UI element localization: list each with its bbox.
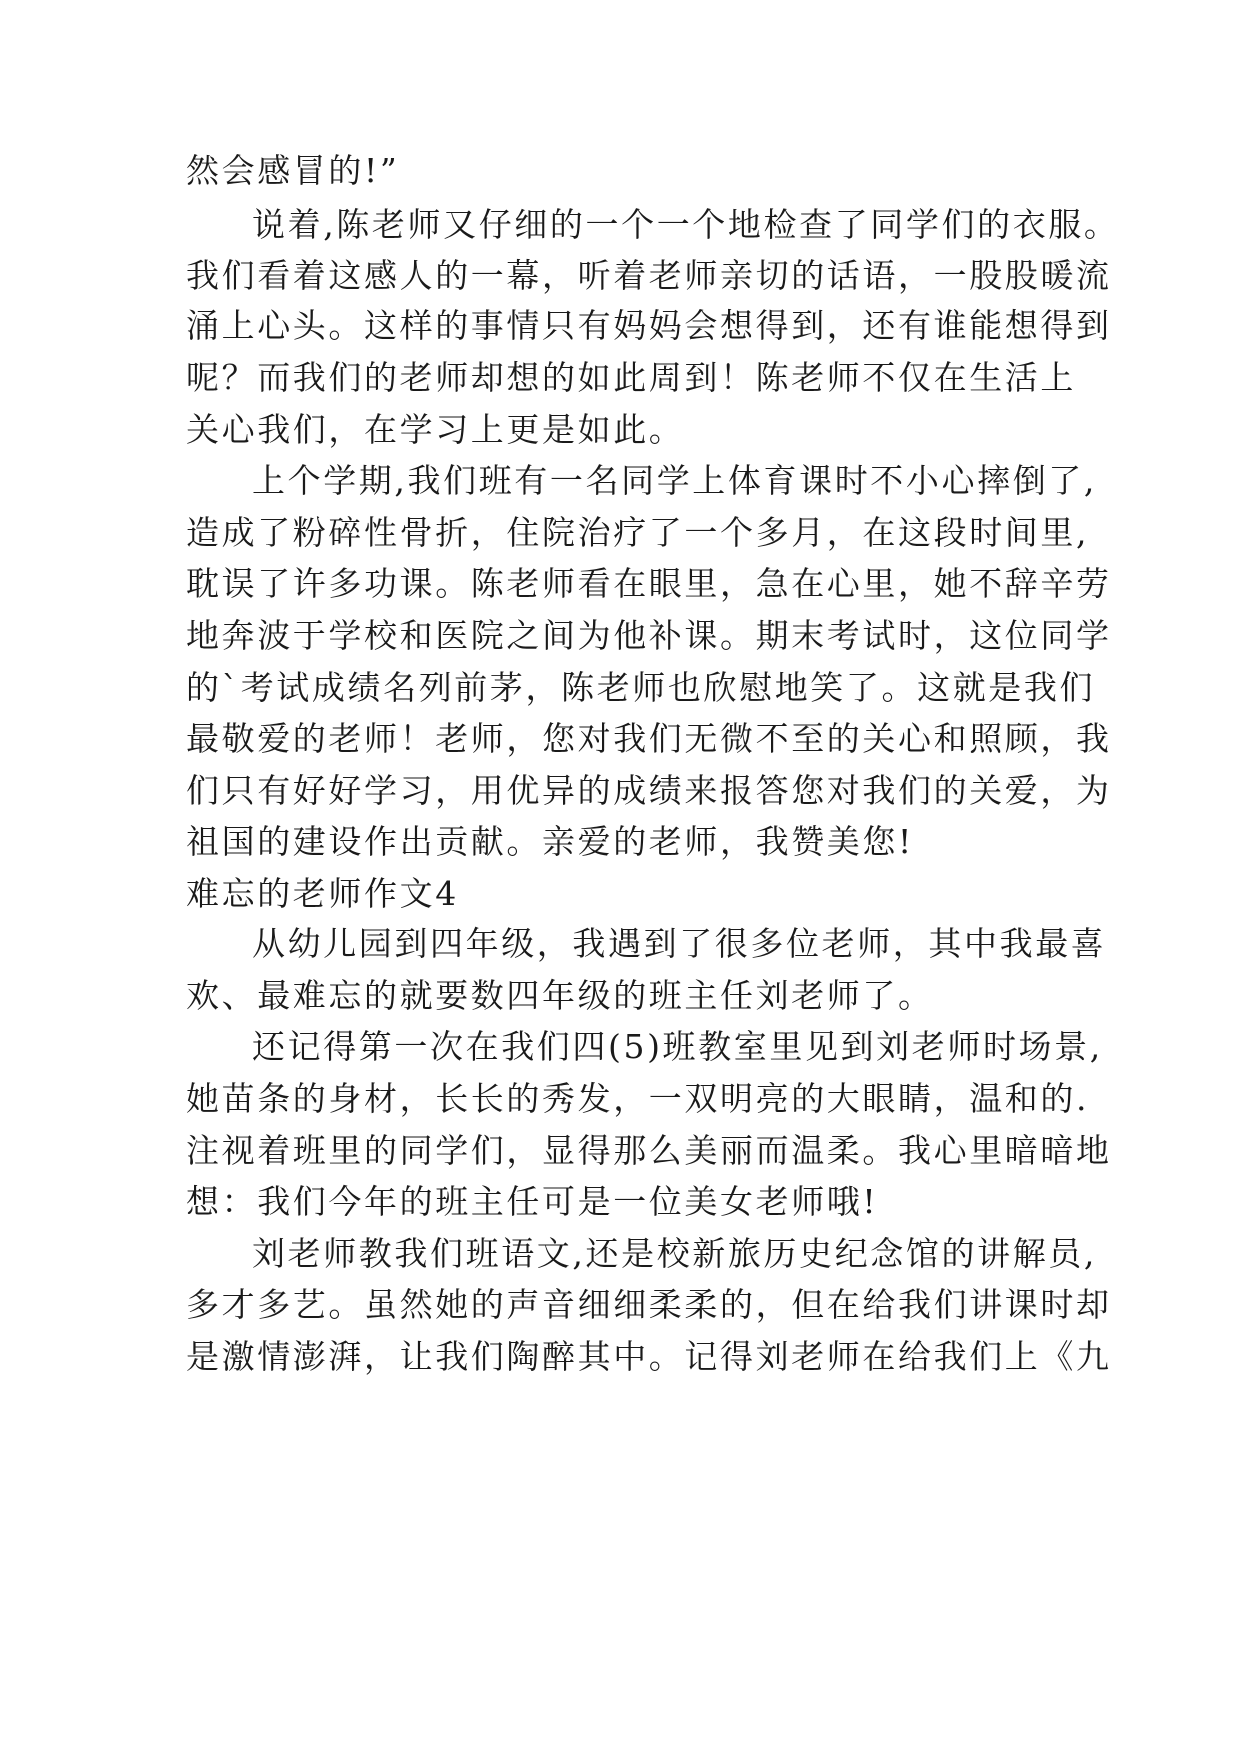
section-heading: 难忘的老师作文4: [186, 874, 459, 913]
text-line: 想：我们今年的班主任可是一位美女老师哦!: [186, 1182, 879, 1221]
text-line: 上个学期,我们班有一名同学上体育课时不小心摔倒了,: [252, 461, 1097, 500]
text-line: 多才多艺。虽然她的声音细细柔柔的，但在给我们讲课时却: [186, 1285, 1112, 1324]
text-line: 然会感冒的!”: [186, 151, 400, 190]
text-line: 她苗条的身材，长长的秀发，一双明亮的大眼睛，温和的.: [186, 1079, 1090, 1118]
text-line: 祖国的建设作出贡献。亲爱的老师，我赞美您!: [186, 822, 914, 861]
text-line: 欢、最难忘的就要数四年级的班主任刘老师了。: [186, 976, 934, 1015]
text-line: 从幼儿园到四年级，我遇到了很多位老师，其中我最喜: [252, 924, 1107, 963]
text-line: 耽误了许多功课。陈老师看在眼里，急在心里，她不辞辛劳: [186, 564, 1112, 603]
text-line: 地奔波于学校和医院之间为他补课。期末考试时，这位同学: [186, 616, 1112, 655]
text-line: 的`考试成绩名列前茅，陈老师也欣慰地笑了。这就是我们: [186, 668, 1096, 707]
text-line: 是激情澎湃，让我们陶醉其中。记得刘老师在给我们上《九: [186, 1337, 1112, 1376]
text-line: 注视着班里的同学们，显得那么美丽而温柔。我心里暗暗地: [186, 1131, 1112, 1170]
text-line: 关心我们，在学习上更是如此。: [186, 410, 685, 449]
text-line: 涌上心头。这样的事情只有妈妈会想得到，还有谁能想得到: [186, 306, 1112, 345]
text-line: 造成了粉碎性骨折，住院治疗了一个多月，在这段时间里,: [186, 513, 1090, 552]
text-line: 刘老师教我们班语文,还是校新旅历史纪念馆的讲解员,: [252, 1234, 1097, 1273]
text-line: 最敬爱的老师！老师，您对我们无微不至的关心和照顾，我: [186, 719, 1112, 758]
text-line: 呢？而我们的老师却想的如此周到！陈老师不仅在生活上: [186, 358, 1076, 397]
text-line: 还记得第一次在我们四(5)班教室里见到刘老师时场景,: [252, 1027, 1103, 1066]
text-line: 们只有好好学习，用优异的成绩来报答您对我们的关爱，为: [186, 771, 1112, 810]
text-line: 说着,陈老师又仔细的一个一个地检查了同学们的衣服。: [252, 205, 1120, 244]
text-line: 我们看着这感人的一幕，听着老师亲切的话语，一股股暖流: [186, 256, 1112, 295]
